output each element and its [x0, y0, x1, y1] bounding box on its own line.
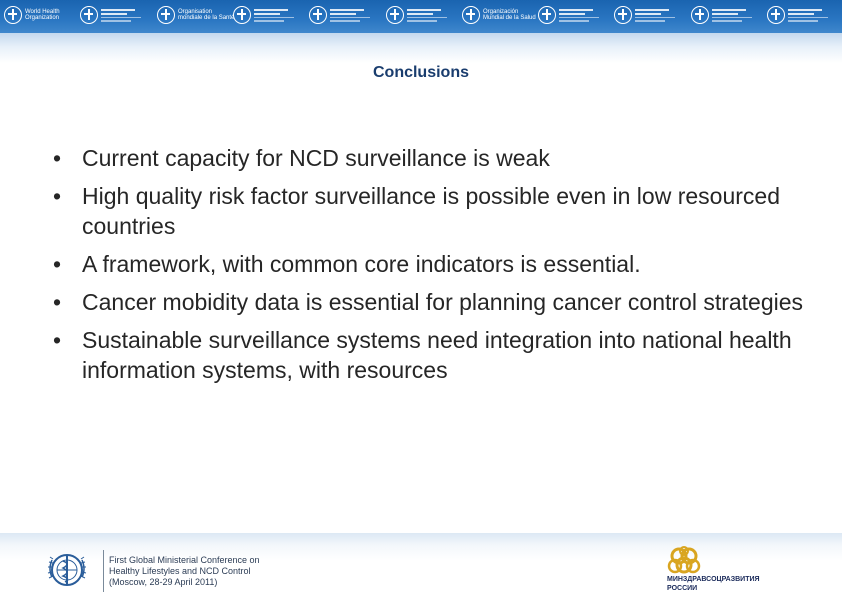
conference-line: First Global Ministerial Conference on [109, 555, 260, 565]
who-emblem-icon [691, 6, 709, 24]
slide-title: Conclusions [372, 64, 469, 81]
bullet-marker: • [53, 183, 62, 209]
bullet-text: Cancer mobidity data is essential for planning cancer control strategies [82, 289, 804, 315]
who-header-logo [614, 4, 675, 26]
who-header-logo [80, 4, 141, 26]
who-header-logo [767, 4, 828, 26]
who-header-logo-text [254, 9, 294, 22]
who-emblem-icon [233, 6, 251, 24]
who-header-logo [462, 4, 536, 26]
who-emblem-icon [44, 547, 90, 593]
bullet-text: A framework, with common core indicators is essential. [82, 251, 641, 277]
who-header-logo [691, 4, 752, 26]
header-gradient [0, 33, 842, 63]
bullet-item [53, 287, 813, 317]
bullet-text: High quality risk factor surveillance is possible even in low resourced countries [82, 183, 780, 239]
bullet-marker: • [53, 251, 62, 277]
conference-info [109, 555, 309, 588]
bullet-marker: • [53, 327, 62, 353]
who-header-logo-label: World Health Organization [25, 9, 60, 21]
who-header-logo-text [407, 9, 447, 22]
who-emblem-icon [80, 6, 98, 24]
bullet-marker: • [53, 145, 62, 171]
who-emblem-icon [767, 6, 785, 24]
who-header-logo [4, 4, 60, 26]
who-header-logo-text [330, 9, 370, 22]
who-emblem-icon [462, 6, 480, 24]
who-header-logo [309, 4, 370, 26]
conference-line: (Moscow, 28-29 April 2011) [109, 577, 218, 587]
conference-line: Healthy Lifestyles and NCD Control [109, 566, 251, 576]
who-emblem-icon [4, 6, 22, 24]
bullet-item [53, 143, 813, 173]
who-emblem-icon [309, 6, 327, 24]
who-header-logo-text [559, 9, 599, 22]
who-header-logo [538, 4, 599, 26]
ministry-name: МИНЗДРАВСОЦРАЗВИТИЯ [667, 576, 760, 583]
who-header-logo-text [635, 9, 675, 22]
who-emblem-icon [614, 6, 632, 24]
bullet-text: Current capacity for NCD surveillance is weak [82, 145, 550, 171]
ministry-emblem-icon [655, 546, 795, 576]
who-header-logo [233, 4, 294, 26]
who-header-logo-label: Organisation mondiale de la Santé [178, 9, 235, 21]
bullet-item [53, 249, 813, 279]
who-header-logo-text [101, 9, 141, 22]
bullet-marker: • [53, 289, 62, 315]
ministry-country: РОССИИ [667, 585, 698, 592]
who-header-logo-text [788, 9, 828, 22]
bullet-list [53, 143, 813, 393]
who-header-logo-text [712, 9, 752, 22]
bullet-text: Sustainable surveillance systems need integration into national health information systems, with resources [82, 327, 792, 383]
bullet-item [53, 181, 813, 241]
who-header-logo [157, 4, 234, 26]
who-header-logo [386, 4, 447, 26]
ministry-logo [655, 546, 795, 594]
who-emblem-icon [386, 6, 404, 24]
footer-divider [103, 550, 104, 592]
who-emblem-icon [538, 6, 556, 24]
who-header-logo-label: Organización Mundial de la Salud [483, 9, 536, 21]
bullet-item [53, 325, 813, 385]
who-emblem-icon [157, 6, 175, 24]
